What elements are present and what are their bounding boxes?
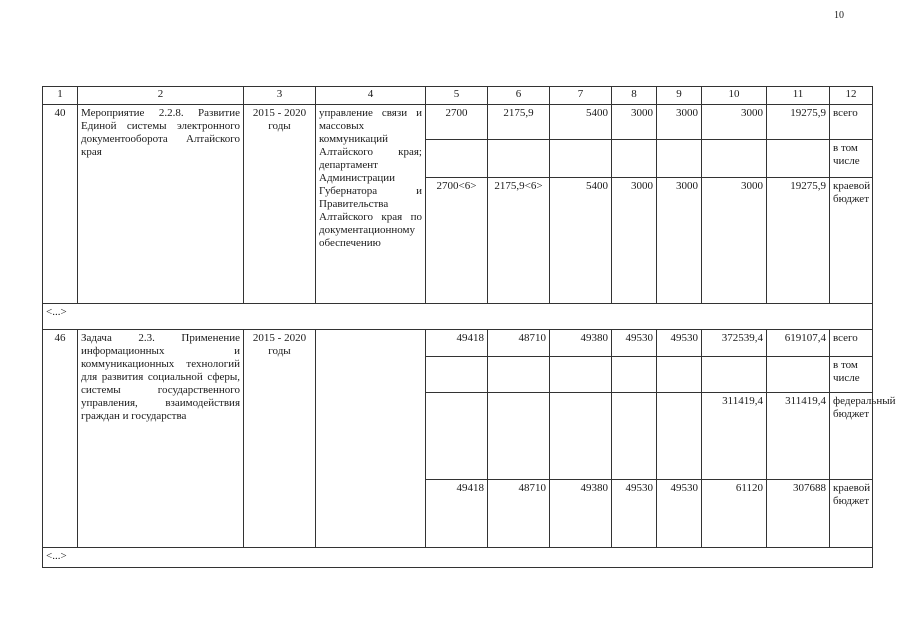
omission-marker: <...> [43,548,873,568]
value-2018: 49530 [612,330,657,357]
value-2019: 49530 [657,480,702,548]
header-cell-11: 11 [767,87,830,105]
funding-source: всего [830,330,873,357]
value-2016: 2175,9 [488,105,550,140]
value-2019: 3000 [657,105,702,140]
executor [316,330,426,548]
executor: управление связи и массовых коммуникаций Алтайского края; департамент Администрации Губернатора и Правительства Алтайского края по документационному обеспечению [316,105,426,304]
value-total: 19275,9 [767,178,830,304]
value-2017: 49380 [550,330,612,357]
value-total: 619107,4 [767,330,830,357]
value-2016: 48710 [488,480,550,548]
header-cell-9: 9 [657,87,702,105]
value-2017: 5400 [550,178,612,304]
row-number: 46 [43,330,78,548]
budget-table [42,86,896,568]
value-2018: 49530 [612,480,657,548]
header-cell-12: 12 [830,87,873,105]
ellipsis-row [43,304,873,330]
header-cell-4: 4 [316,87,426,105]
funding-source: краевой бюджет [830,178,873,304]
value-2017: 49380 [550,480,612,548]
value-2015: 49418 [426,480,488,548]
funding-source: федеральный бюджет [830,393,873,480]
value-total: 307688 [767,480,830,548]
task-name: Задача 2.3. Применение информационных и коммуникационных технологий для развития социальной сферы, системы государственного управления, взаимодействия граждан и государства [78,330,244,548]
value-2015: 49418 [426,330,488,357]
omission-marker: <...> [43,304,873,330]
value-2019: 3000 [657,178,702,304]
value-2017: 5400 [550,105,612,140]
funding-source: в том числе [830,140,873,178]
header-cell-10: 10 [702,87,767,105]
page-number: 10 [834,10,844,21]
header-cell-2: 2 [78,87,244,105]
value-2016: 48710 [488,330,550,357]
value-2016: 2175,9<6> [488,178,550,304]
value-2018: 3000 [612,178,657,304]
header-cell-7: 7 [550,87,612,105]
value-2015: 2700<6> [426,178,488,304]
funding-source: в том числе [830,357,873,393]
header-cell-5: 5 [426,87,488,105]
value-total: 311419,4 [767,393,830,480]
value-2020: 372539,4 [702,330,767,357]
measure-name: Мероприятие 2.2.8. Развитие Единой системы электронного документооборота Алтайского края [78,105,244,304]
value-2019: 49530 [657,330,702,357]
header-cell-1: 1 [43,87,78,105]
ellipsis-row [43,548,873,568]
row-number: 40 [43,105,78,304]
header-cell-8: 8 [612,87,657,105]
value-2015: 2700 [426,105,488,140]
value-2020: 3000 [702,105,767,140]
value-total: 19275,9 [767,105,830,140]
table-row [43,105,873,140]
header-cell-6: 6 [488,87,550,105]
table-row [43,330,873,357]
value-2020: 311419,4 [702,393,767,480]
period: 2015 - 2020 годы [244,330,316,548]
value-2020: 61120 [702,480,767,548]
header-row [43,87,873,105]
period: 2015 - 2020 годы [244,105,316,304]
value-2020: 3000 [702,178,767,304]
funding-source: всего [830,105,873,140]
funding-source: краевой бюджет [830,480,873,548]
header-cell-3: 3 [244,87,316,105]
value-2018: 3000 [612,105,657,140]
